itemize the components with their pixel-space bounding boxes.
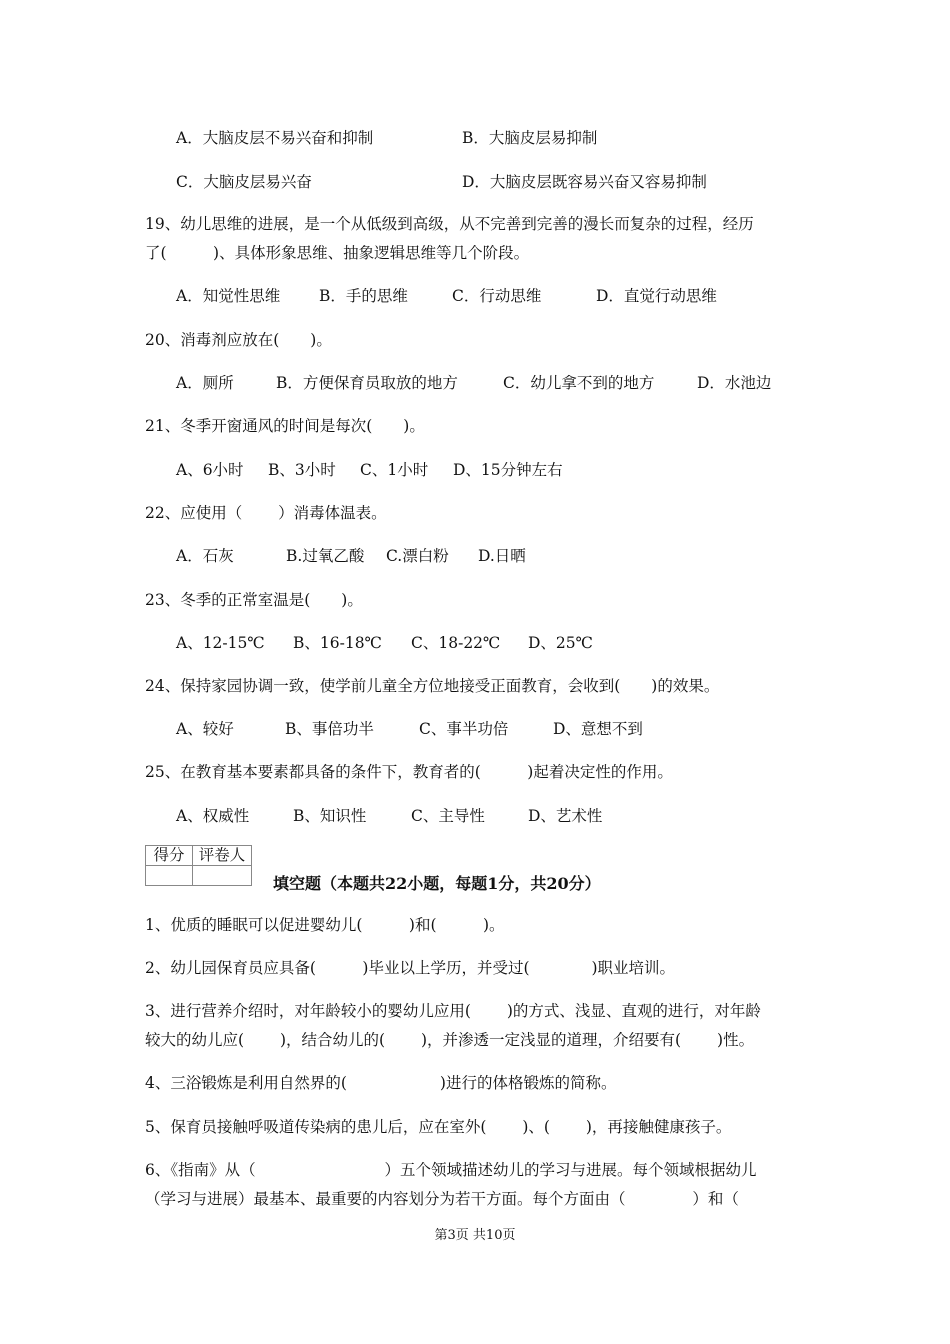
q21-option-b: B、3小时 [268,461,336,479]
q22-option-c: C.漂白粉 [386,547,449,565]
fill-q1: 1、优质的睡眠可以促进婴幼儿( )和( )。 [145,916,505,934]
q22-text: 22、应使用（ ）消毒体温表。 [145,504,387,522]
q18-option-b: B．大脑皮层易抑制 [462,129,598,147]
q22-option-a: A．石灰 [176,547,234,565]
fill-q3-line2: 较大的幼儿应( )，结合幼儿的( )，并渗透一定浅显的道理，介绍要有( )性。 [145,1031,755,1049]
q24-option-b: B、事倍功半 [285,720,374,738]
fill-q5: 5、保育员接触呼吸道传染病的患儿后，应在室外( )、( )，再接触健康孩子。 [145,1118,732,1136]
q20-option-a: A．厕所 [176,374,234,392]
score-table [145,845,252,886]
q23-text: 23、冬季的正常室温是( )。 [145,591,363,609]
q25-text: 25、在教育基本要素都具备的条件下，教育者的( )起着决定性的作用。 [145,763,673,781]
section-title: 填空题（本题共22小题，每题1分，共20分） [273,874,601,893]
q23-option-a: A、12-15℃ [176,634,265,652]
q19-option-a: A．知觉性思维 [176,287,281,305]
fill-q6-line1: 6、《指南》从（ ）五个领域描述幼儿的学习与进展。每个领域根据幼儿 [145,1161,757,1179]
q22-option-b: B.过氧乙酸 [286,547,365,565]
fill-q6-line2: （学习与进展）最基本、最重要的内容划分为若干方面。每个方面由（ ）和（ [145,1190,739,1208]
q24-option-c: C、事半功倍 [419,720,509,738]
grader-header: 评卷人 [193,846,252,866]
q21-option-a: A、6小时 [176,461,244,479]
q25-option-d: D、艺术性 [528,807,603,825]
q19-text-line2: 了( )、具体形象思维、抽象逻辑思维等几个阶段。 [145,244,530,262]
q19-text-line1: 19、幼儿思维的进展，是一个从低级到高级，从不完善到完善的漫长而复杂的过程，经历 [145,215,754,233]
q22-option-d: D.日晒 [478,547,526,565]
q18-option-c: C．大脑皮层易兴奋 [176,173,312,191]
q21-option-d: D、15分钟左右 [453,461,563,479]
q19-option-b: B．手的思维 [319,287,408,305]
q25-option-c: C、主导性 [411,807,485,825]
q20-option-c: C．幼儿拿不到的地方 [503,374,655,392]
q18-option-d: D．大脑皮层既容易兴奋又容易抑制 [462,173,707,191]
q20-text: 20、消毒剂应放在( )。 [145,331,332,349]
q19-option-c: C．行动思维 [452,287,542,305]
q18-option-a: A．大脑皮层不易兴奋和抑制 [176,129,374,147]
score-cell[interactable] [146,866,193,886]
q23-option-c: C、18-22℃ [411,634,501,652]
q20-option-d: D．水池边 [697,374,772,392]
page-footer: 第3页 共10页 [434,1228,516,1243]
q24-option-d: D、意想不到 [553,720,643,738]
q24-option-a: A、较好 [176,720,234,738]
q20-option-b: B．方便保育员取放的地方 [276,374,458,392]
fill-q4: 4、三浴锻炼是利用自然界的( )进行的体格锻炼的简称。 [145,1074,617,1092]
fill-q3-line1: 3、进行营养介绍时，对年龄较小的婴幼儿应用( )的方式、浅显、直观的进行，对年龄 [145,1002,761,1020]
q21-option-c: C、1小时 [360,461,429,479]
q25-option-a: A、权威性 [176,807,250,825]
score-header: 得分 [146,846,193,866]
fill-q2: 2、幼儿园保育员应具备( )毕业以上学历，并受过( )职业培训。 [145,959,676,977]
grader-cell[interactable] [193,866,252,886]
q21-text: 21、冬季开窗通风的时间是每次( )。 [145,417,425,435]
q23-option-d: D、25℃ [528,634,593,652]
q19-option-d: D．直觉行动思维 [596,287,717,305]
q24-text: 24、保持家园协调一致，使学前儿童全方位地接受正面教育，会收到( )的效果。 [145,677,720,695]
q25-option-b: B、知识性 [293,807,367,825]
q23-option-b: B、16-18℃ [293,634,382,652]
